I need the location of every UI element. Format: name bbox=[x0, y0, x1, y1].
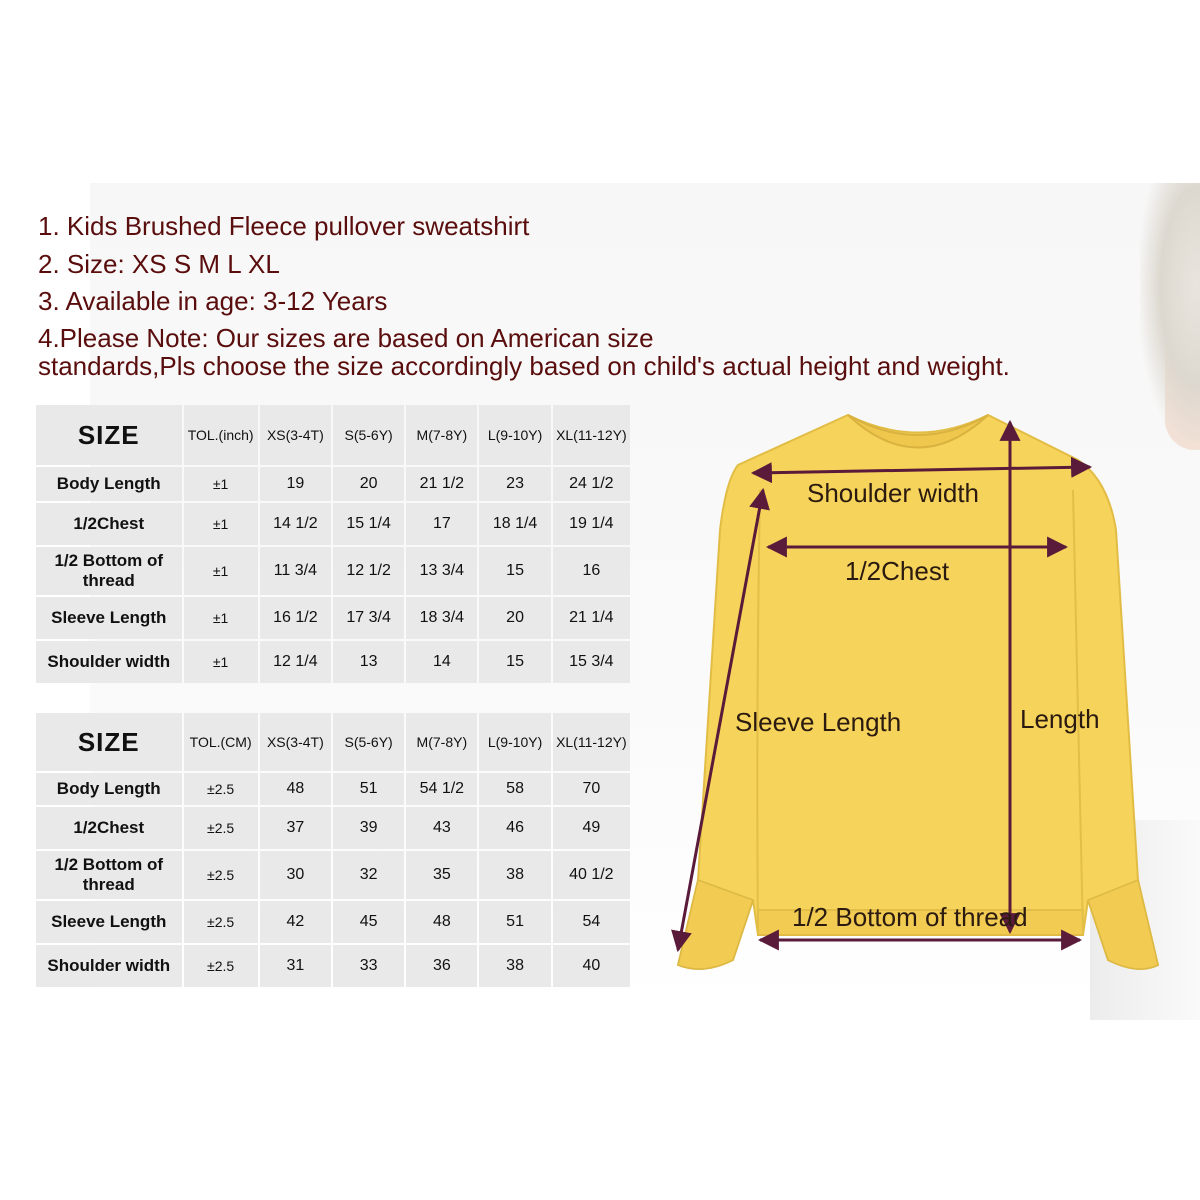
value-cell: 12 1/4 bbox=[260, 641, 331, 683]
row-label: Shoulder width bbox=[36, 641, 182, 683]
value-cell: 46 bbox=[479, 807, 550, 849]
value-cell: 13 bbox=[333, 641, 404, 683]
table-row bbox=[36, 851, 630, 899]
table-row bbox=[36, 467, 630, 501]
tolerance-cell: ±2.5 bbox=[184, 945, 258, 987]
tolerance-cell: ±1 bbox=[184, 547, 258, 595]
table-row bbox=[36, 641, 630, 683]
tolerance-cell: ±1 bbox=[184, 641, 258, 683]
value-cell: 33 bbox=[333, 945, 404, 987]
value-cell: 32 bbox=[333, 851, 404, 899]
table-header-row bbox=[36, 405, 630, 465]
length-label: Length bbox=[1020, 704, 1100, 734]
value-cell: 20 bbox=[333, 467, 404, 501]
value-cell: 70 bbox=[553, 773, 630, 805]
value-cell: 30 bbox=[260, 851, 331, 899]
table-row bbox=[36, 597, 630, 639]
tolerance-header: TOL.(CM) bbox=[184, 713, 258, 771]
column-header: XS(3-4T) bbox=[260, 713, 331, 771]
table-row bbox=[36, 547, 630, 595]
chest-label: 1/2Chest bbox=[845, 556, 950, 586]
column-header: XL(11-12Y) bbox=[553, 713, 630, 771]
row-label: 1/2Chest bbox=[36, 503, 182, 545]
value-cell: 48 bbox=[406, 901, 477, 943]
size-table-cm bbox=[34, 711, 632, 989]
value-cell: 38 bbox=[479, 945, 550, 987]
value-cell: 20 bbox=[479, 597, 550, 639]
size-header: SIZE bbox=[36, 405, 182, 465]
value-cell: 43 bbox=[406, 807, 477, 849]
value-cell: 49 bbox=[553, 807, 630, 849]
table-header-row bbox=[36, 713, 630, 771]
row-label: Body Length bbox=[36, 773, 182, 805]
value-cell: 40 1/2 bbox=[553, 851, 630, 899]
tolerance-cell: ±1 bbox=[184, 597, 258, 639]
header-line-4b: standards,Pls choose the size accordingly based on child's actual height and weight. bbox=[38, 351, 1010, 381]
value-cell: 17 bbox=[406, 503, 477, 545]
value-cell: 42 bbox=[260, 901, 331, 943]
column-header: S(5-6Y) bbox=[333, 713, 404, 771]
tolerance-cell: ±2.5 bbox=[184, 901, 258, 943]
row-label: Body Length bbox=[36, 467, 182, 501]
value-cell: 51 bbox=[479, 901, 550, 943]
column-header: S(5-6Y) bbox=[333, 405, 404, 465]
value-cell: 54 1/2 bbox=[406, 773, 477, 805]
row-label: Sleeve Length bbox=[36, 597, 182, 639]
header-line-3: 3. Available in age: 3-12 Years bbox=[38, 286, 388, 316]
value-cell: 18 3/4 bbox=[406, 597, 477, 639]
value-cell: 17 3/4 bbox=[333, 597, 404, 639]
table-row bbox=[36, 503, 630, 545]
value-cell: 31 bbox=[260, 945, 331, 987]
value-cell: 39 bbox=[333, 807, 404, 849]
value-cell: 15 3/4 bbox=[553, 641, 630, 683]
value-cell: 54 bbox=[553, 901, 630, 943]
tolerance-cell: ±1 bbox=[184, 467, 258, 501]
value-cell: 37 bbox=[260, 807, 331, 849]
header-line-2: 2. Size: XS S M L XL bbox=[38, 249, 280, 279]
header-line-4a: 4.Please Note: Our sizes are based on American size bbox=[38, 323, 654, 353]
value-cell: 16 bbox=[553, 547, 630, 595]
value-cell: 45 bbox=[333, 901, 404, 943]
value-cell: 14 bbox=[406, 641, 477, 683]
row-label: 1/2 Bottom of thread bbox=[36, 851, 182, 899]
tolerance-cell: ±2.5 bbox=[184, 773, 258, 805]
tolerance-cell: ±2.5 bbox=[184, 807, 258, 849]
size-table-inch bbox=[34, 403, 632, 685]
row-label: 1/2 Bottom of thread bbox=[36, 547, 182, 595]
column-header: M(7-8Y) bbox=[406, 405, 477, 465]
table-row bbox=[36, 945, 630, 987]
tolerance-cell: ±1 bbox=[184, 503, 258, 545]
value-cell: 15 bbox=[479, 547, 550, 595]
value-cell: 21 1/2 bbox=[406, 467, 477, 501]
value-cell: 40 bbox=[553, 945, 630, 987]
column-header: XL(11-12Y) bbox=[553, 405, 630, 465]
row-label: Shoulder width bbox=[36, 945, 182, 987]
value-cell: 48 bbox=[260, 773, 331, 805]
sleeve-length-label: Sleeve Length bbox=[735, 707, 902, 737]
table-row bbox=[36, 901, 630, 943]
value-cell: 11 3/4 bbox=[260, 547, 331, 595]
shoulder-width-label: Shoulder width bbox=[807, 478, 979, 508]
table-row bbox=[36, 773, 630, 805]
value-cell: 35 bbox=[406, 851, 477, 899]
row-label: 1/2Chest bbox=[36, 807, 182, 849]
value-cell: 13 3/4 bbox=[406, 547, 477, 595]
value-cell: 58 bbox=[479, 773, 550, 805]
value-cell: 18 1/4 bbox=[479, 503, 550, 545]
child-hair-partial bbox=[1140, 183, 1200, 443]
value-cell: 23 bbox=[479, 467, 550, 501]
bottom-label: 1/2 Bottom of thread bbox=[792, 902, 1028, 932]
tolerance-cell: ±2.5 bbox=[184, 851, 258, 899]
value-cell: 15 1/4 bbox=[333, 503, 404, 545]
value-cell: 14 1/2 bbox=[260, 503, 331, 545]
tolerance-header: TOL.(inch) bbox=[184, 405, 258, 465]
value-cell: 24 1/2 bbox=[553, 467, 630, 501]
header-line-1: 1. Kids Brushed Fleece pullover sweatshirt bbox=[38, 211, 530, 241]
value-cell: 36 bbox=[406, 945, 477, 987]
table-row bbox=[36, 807, 630, 849]
value-cell: 12 1/2 bbox=[333, 547, 404, 595]
value-cell: 21 1/4 bbox=[553, 597, 630, 639]
size-header: SIZE bbox=[36, 713, 182, 771]
value-cell: 15 bbox=[479, 641, 550, 683]
column-header: L(9-10Y) bbox=[479, 405, 550, 465]
column-header: L(9-10Y) bbox=[479, 713, 550, 771]
column-header: XS(3-4T) bbox=[260, 405, 331, 465]
row-label: Sleeve Length bbox=[36, 901, 182, 943]
value-cell: 19 bbox=[260, 467, 331, 501]
column-header: M(7-8Y) bbox=[406, 713, 477, 771]
value-cell: 16 1/2 bbox=[260, 597, 331, 639]
value-cell: 19 1/4 bbox=[553, 503, 630, 545]
value-cell: 51 bbox=[333, 773, 404, 805]
value-cell: 38 bbox=[479, 851, 550, 899]
